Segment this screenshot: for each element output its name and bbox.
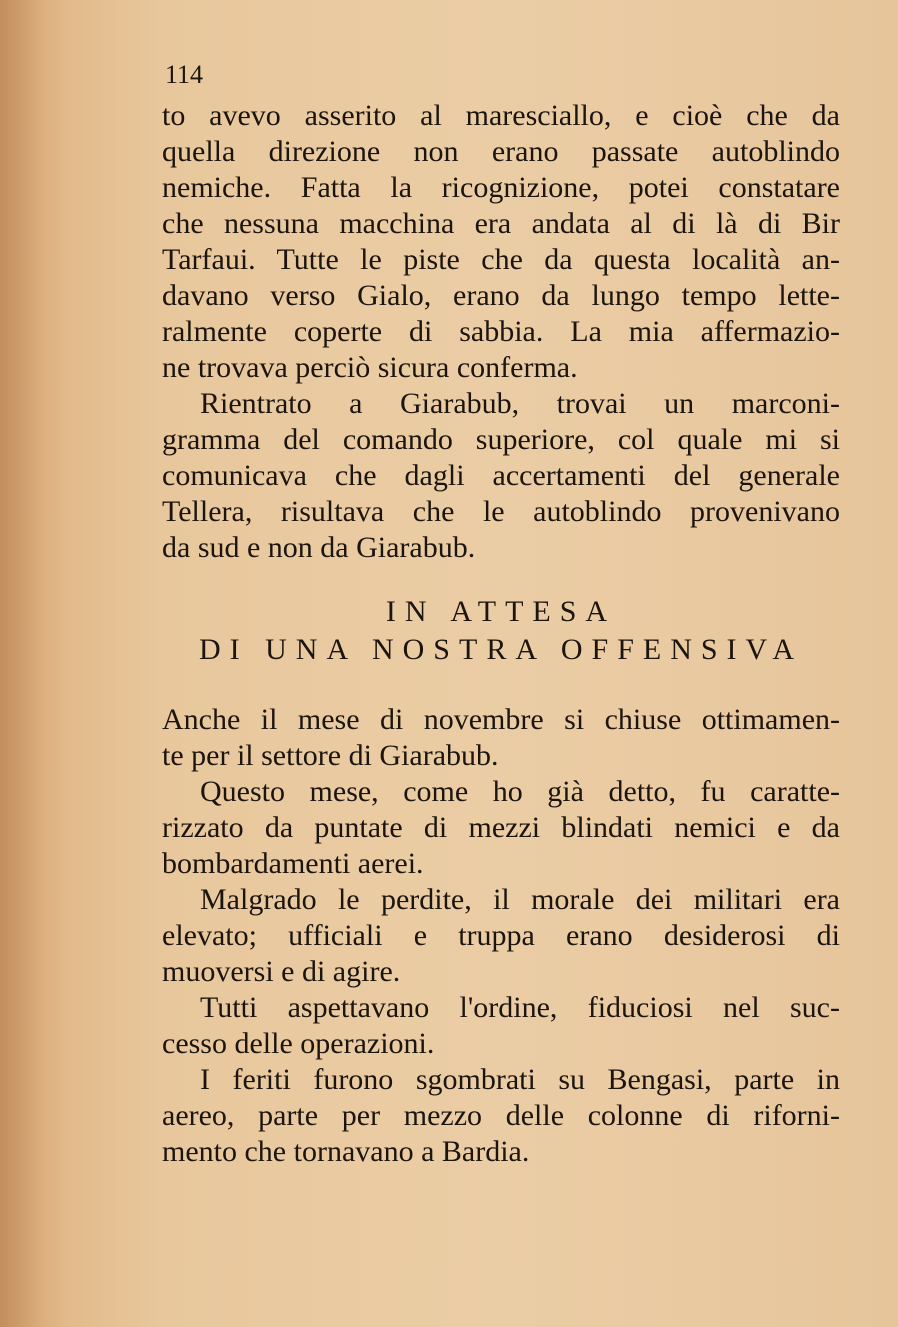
paragraph-first-line: Questo mese, come ho già detto, fu caratte-	[200, 775, 840, 808]
text-line: ralmente coperte di sabbia. La mia affermazio-	[162, 315, 840, 348]
text-line: comunicava che dagli accertamenti del generale	[162, 459, 840, 492]
chapter-heading-line1: IN ATTESA	[385, 595, 617, 628]
text-line: te per il settore di Giarabub.	[162, 739, 499, 772]
text-line: nemiche. Fatta la ricognizione, potei constatare	[162, 171, 840, 204]
text-line: elevato; ufficiali e truppa erano desiderosi di	[162, 919, 840, 952]
page-number: 114	[165, 60, 204, 89]
text-line: gramma del comando superiore, col quale mi si	[162, 423, 840, 456]
page-spine-shadow	[0, 0, 70, 1327]
text-line: muoversi e di agire.	[162, 955, 401, 988]
text-line: cesso delle operazioni.	[162, 1027, 435, 1060]
text-line: rizzato da puntate di mezzi blindati nemici e da	[162, 811, 840, 844]
chapter-heading-line2: DI UNA NOSTRA OFFENSIVA	[198, 633, 804, 666]
paragraph-first-line: I feriti furono sgombrati su Bengasi, parte in	[200, 1063, 840, 1096]
text-line: mento che tornavano a Bardia.	[162, 1135, 530, 1168]
text-line: bombardamenti aerei.	[162, 847, 424, 880]
paragraph-first-line: Rientrato a Giarabub, trovai un marconi-	[200, 387, 840, 420]
text-line: aereo, parte per mezzo delle colonne di riforni-	[162, 1099, 840, 1132]
paragraph-first-line: Malgrado le perdite, il morale dei militari era	[200, 883, 840, 916]
text-line: da sud e non da Giarabub.	[162, 531, 476, 564]
text-line: to avevo asserito al maresciallo, e cioè che da	[162, 99, 840, 132]
text-line: quella direzione non erano passate autoblindo	[162, 135, 840, 168]
text-line: che nessuna macchina era andata al di là di Bir	[162, 207, 840, 240]
text-line: davano verso Gialo, erano da lungo tempo lette-	[162, 279, 840, 312]
text-line: ne trovava perciò sicura conferma.	[162, 351, 578, 384]
paragraph-first-line: Tutti aspettavano l'ordine, fiduciosi nel suc-	[200, 991, 840, 1024]
text-line: Tellera, risultava che le autoblindo provenivano	[162, 495, 840, 528]
text-line: Tarfaui. Tutte le piste che da questa località an-	[162, 243, 840, 276]
text-line: Anche il mese di novembre si chiuse ottimamen-	[162, 703, 840, 736]
